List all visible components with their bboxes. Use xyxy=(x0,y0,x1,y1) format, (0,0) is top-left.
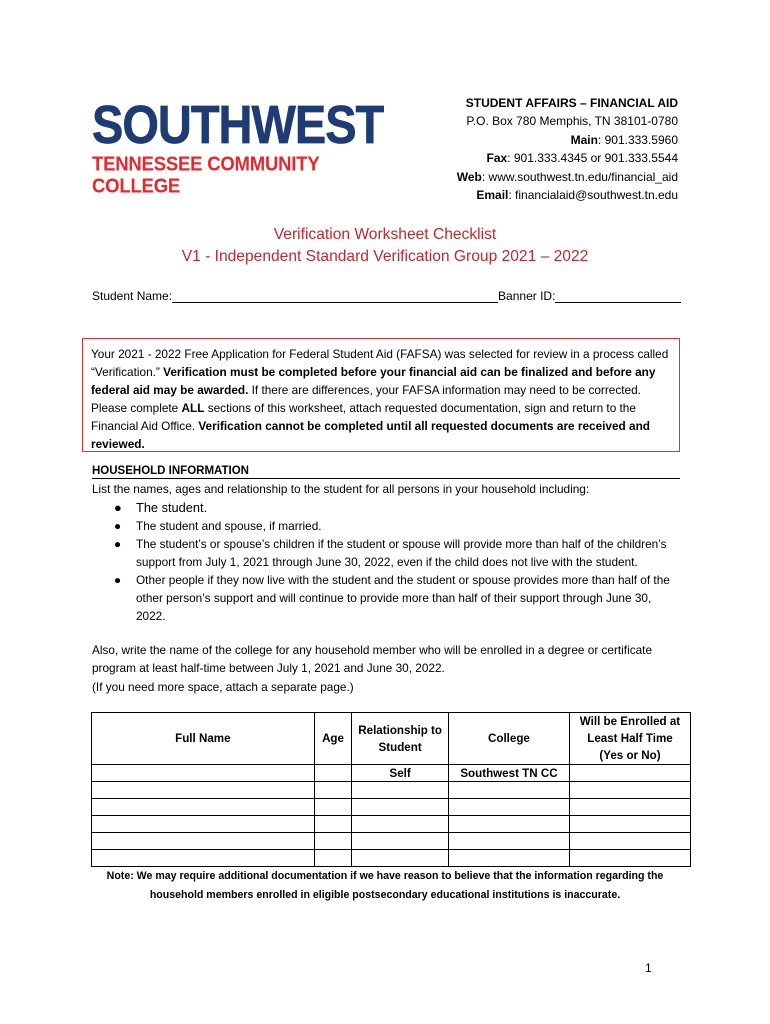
document-title xyxy=(0,224,770,268)
cell-age[interactable] xyxy=(314,850,352,867)
list-item: ● The student. xyxy=(114,500,208,515)
cell-enrolled[interactable] xyxy=(569,765,690,782)
banner-id-label: Banner ID: xyxy=(498,289,556,303)
cell-college[interactable] xyxy=(448,850,569,867)
cell-age[interactable] xyxy=(314,799,352,816)
documentation-note: Note: We may require additional documentation if we have reason to believe that the information regarding the household members enrolled in eligible postsecondary educational institutions is inaccurate. xyxy=(106,870,664,901)
cell-college[interactable] xyxy=(448,799,569,816)
verification-notice: Your 2021 - 2022 Free Application for Federal Student Aid (FAFSA) was selected for review in a process called “Verification.” Verification must be completed before your financial aid can be finalized and before any federal aid may be awarded. If there are differences, your FAFSA information may need to be corrected. Please complete ALL sections of this worksheet, attach requested documentation, sign and return to the Financial Aid Office. Verification cannot be completed until all requested documents are received and reviewed. xyxy=(82,338,680,452)
household-intro: List the names, ages and relationship to the student for all persons in your household including: xyxy=(92,482,590,496)
cell-full-name[interactable] xyxy=(92,850,315,867)
title-line-1: Verification Worksheet Checklist xyxy=(273,226,497,243)
household-also: Also, write the name of the college for any household member who will be enrolled in a degree or certificate program at least half-time between July 1, 2021 and June 30, 2022. xyxy=(92,643,653,675)
contact-address: P.O. Box 780 Memphis, TN 38101-0780 xyxy=(466,114,678,129)
cell-relationship[interactable] xyxy=(352,799,449,816)
header-age: Age xyxy=(314,713,352,765)
header-college: College xyxy=(448,713,569,765)
household-space: (If you need more space, attach a separate page.) xyxy=(92,680,354,694)
cell-age[interactable] xyxy=(314,816,352,833)
student-name-label: Student Name: xyxy=(92,289,173,303)
cell-college[interactable] xyxy=(448,782,569,799)
contact-email: Email: financialaid@southwest.tn.edu xyxy=(476,188,678,203)
list-item: ● The student’s or spouse’s children if the student or spouse will provide more than half of the children’s support from July 1, 2021 through June 30, 2022, even if the child does not live with the student. xyxy=(114,537,667,569)
household-table xyxy=(91,712,691,867)
cell-enrolled[interactable] xyxy=(569,799,690,816)
table-row xyxy=(92,765,691,782)
cell-age[interactable] xyxy=(314,782,352,799)
contact-main: Main: 901.333.5960 xyxy=(570,132,678,147)
cell-college[interactable] xyxy=(448,833,569,850)
page-number: 1 xyxy=(645,961,652,975)
table-row xyxy=(92,816,691,833)
college-logo xyxy=(92,93,384,197)
cell-relationship[interactable] xyxy=(352,782,449,799)
cell-full-name[interactable] xyxy=(92,765,315,782)
cell-full-name[interactable] xyxy=(92,833,315,850)
cell-college[interactable] xyxy=(448,816,569,833)
cell-full-name[interactable] xyxy=(92,782,315,799)
student-fields xyxy=(92,289,682,303)
cell-relationship: Self xyxy=(352,765,449,782)
cell-enrolled[interactable] xyxy=(569,833,690,850)
table-header-row xyxy=(92,713,691,765)
cell-relationship[interactable] xyxy=(352,850,449,867)
logo-main-text: SOUTHWEST xyxy=(92,93,384,155)
household-heading: HOUSEHOLD INFORMATION xyxy=(92,464,680,479)
student-name-field[interactable] xyxy=(172,290,498,303)
list-item: ● Other people if they now live with the student and the student or spouse provides more than half of the other person’s support and will continue to provide more than half of their support through June 30, 2022. xyxy=(114,573,670,623)
table-row xyxy=(92,782,691,799)
cell-relationship[interactable] xyxy=(352,816,449,833)
contact-dept: STUDENT AFFAIRS – FINANCIAL AID xyxy=(465,96,678,110)
cell-age[interactable] xyxy=(314,833,352,850)
cell-enrolled[interactable] xyxy=(569,782,690,799)
cell-enrolled[interactable] xyxy=(569,816,690,833)
contact-block xyxy=(457,94,678,204)
table-row xyxy=(92,833,691,850)
banner-id-field[interactable] xyxy=(555,290,681,303)
household-bullets xyxy=(92,499,682,625)
table-row xyxy=(92,850,691,867)
cell-age[interactable] xyxy=(314,765,352,782)
list-item: ● The student and spouse, if married. xyxy=(114,519,322,533)
contact-web: Web: www.southwest.tn.edu/financial_aid xyxy=(456,169,678,184)
contact-fax: Fax: 901.333.4345 or 901.333.5544 xyxy=(486,151,678,166)
logo-sub-text: TENNESSEE COMMUNITY COLLEGE xyxy=(92,151,320,197)
cell-college: Southwest TN CC xyxy=(448,765,569,782)
header-relationship: Relationship to Student xyxy=(352,713,449,765)
header-enrolled: Will be Enrolled at Least Half Time (Yes or No) xyxy=(569,713,690,765)
cell-full-name[interactable] xyxy=(92,799,315,816)
table-row xyxy=(92,799,691,816)
cell-enrolled[interactable] xyxy=(569,850,690,867)
header-full-name: Full Name xyxy=(92,713,315,765)
cell-relationship[interactable] xyxy=(352,833,449,850)
cell-full-name[interactable] xyxy=(92,816,315,833)
title-line-2: V1 - Independent Standard Verification Group 2021 – 2022 xyxy=(181,248,589,265)
